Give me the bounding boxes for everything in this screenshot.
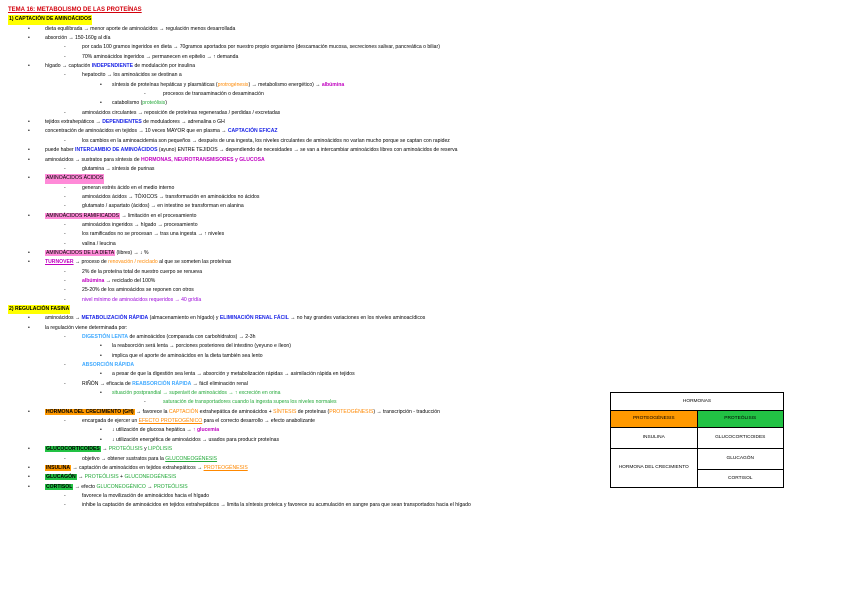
bullet-dash: - bbox=[64, 137, 66, 144]
text-part: de modulación por insulina bbox=[133, 63, 196, 70]
line-text: 70% aminoácidos ingeridos → permanecen en epitelio → ↑ demanda bbox=[82, 53, 239, 60]
highlight-metabolizacion: METABOLIZACIÓN RÁPIDA bbox=[81, 315, 149, 322]
line-text: procesos de transaminación o desaminación bbox=[163, 91, 264, 98]
bullet-dash: - bbox=[64, 418, 66, 425]
line-b11 bbox=[8, 268, 608, 277]
bullet-dot: • bbox=[28, 128, 30, 135]
text-part: puede haber bbox=[45, 147, 76, 154]
line-text: hepatocito → los aminoácidos se destinan a bbox=[82, 72, 182, 79]
section-heading-captacion: 1) CAPTACIÓN DE AMINOÁCIDOS bbox=[8, 15, 92, 24]
line-c8 bbox=[8, 380, 608, 389]
highlight-dependientes: DEPENDIENTES bbox=[102, 119, 142, 126]
line-c17 bbox=[8, 464, 608, 473]
text-part: → bbox=[76, 474, 85, 481]
line-text: los cambios en la aminoacidemia son pequeños → después de una ingesta, los niveles circulantes de aminoácidos no varían mucho porque se captan con rapidez bbox=[82, 137, 450, 144]
bullet-dash: - bbox=[64, 380, 66, 387]
line-text bbox=[45, 146, 458, 155]
line-a9 bbox=[8, 99, 608, 108]
highlight-captacion: CAPTACIÓN bbox=[168, 408, 199, 415]
line-text bbox=[45, 483, 188, 492]
line-a16 bbox=[8, 165, 608, 174]
line-text: aminoácidos ácidos → TÓXICOS → transformación en aminoácidos no ácidos bbox=[82, 193, 260, 200]
bullet-dash: - bbox=[64, 203, 66, 210]
line-text: la regulación viene determinada por: bbox=[45, 324, 128, 331]
line-a5 bbox=[8, 62, 608, 71]
text-part: ↓ utilización de glucosa hepática → bbox=[112, 427, 193, 434]
highlight-efecto-proteogenico: EFECTO PROTEOGÉNICO bbox=[138, 418, 203, 425]
bullet-dot: • bbox=[28, 25, 30, 32]
line-a11 bbox=[8, 118, 608, 127]
bullet-dash: - bbox=[64, 184, 66, 191]
text-part: → fácil eliminación renal bbox=[191, 380, 248, 387]
bullet-dash: - bbox=[64, 231, 66, 238]
document-title: TEMA 16: METABOLISMO DE LAS PROTEÍNAS bbox=[8, 7, 142, 13]
line-text bbox=[45, 62, 195, 71]
highlight-hormona-crecimiento: HORMONA DEL CRECIMIENTO (GH) bbox=[46, 408, 134, 415]
line-c11 bbox=[8, 408, 608, 417]
text-part: concentración de aminoácidos en tejidos → 10 veces MAYOR que en plasma → bbox=[45, 128, 228, 135]
line-text bbox=[45, 118, 225, 127]
line-a1 bbox=[8, 25, 608, 34]
text-part: (ayuno) ENTRE TEJIDOS → dependiendo de necesidades → se van a intercambiar aminoácidos libres con aminoácidos de reserva bbox=[157, 147, 458, 154]
line-text bbox=[82, 333, 255, 342]
line-b4 bbox=[8, 202, 608, 211]
line-a3 bbox=[8, 43, 608, 52]
text-part: → efecto bbox=[73, 483, 97, 490]
text-part: → reciclado del 100% bbox=[104, 277, 156, 284]
bullet-dot: • bbox=[28, 464, 30, 471]
heading-aminoacidos-acidos: AMINOÁCIDOS ÁCIDOS bbox=[45, 174, 104, 183]
bullet-dot: • bbox=[100, 390, 102, 397]
bullet-dot: • bbox=[100, 81, 102, 88]
section-heading-regulacion: 2) REGULACIÓN FASINA bbox=[8, 305, 70, 314]
text-part: → proceso de bbox=[73, 259, 109, 266]
line-text: los ramificados no se procesan → tras una ingesta → ↑ niveles bbox=[82, 231, 225, 238]
line-c19 bbox=[8, 483, 608, 492]
hormone-table bbox=[610, 392, 784, 488]
highlight-intercambio: INTERCAMBIO DE AMINOÁCIDOS bbox=[75, 147, 158, 154]
notes-body bbox=[8, 6, 608, 511]
line-c12 bbox=[8, 417, 608, 426]
text-part: → captación de aminoácidos en tejidos extrahepáticos → bbox=[71, 464, 204, 471]
bullet-dot: • bbox=[28, 156, 30, 163]
bullet-dash: - bbox=[64, 287, 66, 294]
bullet-dash: - bbox=[144, 91, 146, 98]
text-part: ) bbox=[165, 100, 167, 107]
text-part: de moduladores → adrenalina o GH bbox=[141, 119, 225, 126]
line-b5 bbox=[8, 212, 608, 221]
line-b14 bbox=[8, 296, 608, 305]
cell-cortisol: CORTISOL bbox=[697, 470, 784, 488]
highlight-proteogenesis: PROTEOGÉNESIS bbox=[329, 408, 374, 415]
section-heading-2-line bbox=[8, 305, 608, 314]
text-part: (libres) → ↓ % bbox=[115, 249, 149, 256]
line-a15 bbox=[8, 156, 608, 165]
text-part: de aminoácidos (comparada con carbohidratos) → 2-3h bbox=[128, 334, 256, 341]
line-text: inhibe la captación de aminoácidos en tejidos extrahepáticos → limita la síntesis proteica y favorece su acumulación en sangre para que sean transportados hacia el hígado bbox=[82, 502, 471, 509]
highlight-proteolisis: PROTEÓLISIS bbox=[108, 446, 143, 453]
bullet-dot: • bbox=[28, 483, 30, 490]
highlight-lipolisis: LIPÓLISIS bbox=[148, 446, 173, 453]
line-c15 bbox=[8, 445, 608, 454]
text-part: ) → transcripción - traducción bbox=[373, 408, 440, 415]
bullet-dot: • bbox=[28, 259, 30, 266]
line-a7 bbox=[8, 81, 608, 90]
line-text: 2% de la proteína total de nuestro cuerpo se renueva bbox=[82, 268, 203, 275]
cell-glucocorticoides: GLUCOCORTICOIDES bbox=[697, 428, 784, 449]
line-text: glutamato / aspartato (ácidos) → en intestino se transforman en alanina bbox=[82, 203, 244, 210]
highlight-protrogenesis: protrogénesis bbox=[217, 81, 249, 88]
text-part: RIÑÓN → eficacia de bbox=[82, 380, 133, 387]
highlight-proteolisis: proteólisis bbox=[142, 100, 166, 107]
text-part: objetivo → obtener sustratos para la bbox=[82, 455, 166, 462]
line-text bbox=[45, 464, 248, 473]
highlight-sintesis: SÍNTESIS bbox=[273, 408, 297, 415]
cell-hormona-crecimiento: HORMONA DEL CRECIMIENTO bbox=[611, 449, 698, 488]
line-a6 bbox=[8, 71, 608, 80]
bullet-dot: • bbox=[28, 147, 30, 154]
highlight-independiente: INDEPENDIENTE bbox=[91, 63, 134, 70]
highlight-gluconeogenico: GLUCONEOGÉNICO bbox=[96, 483, 146, 490]
highlight-reabsorcion: REABSORCIÓN RÁPIDA bbox=[132, 380, 192, 387]
bullet-dot: • bbox=[28, 63, 30, 70]
text-part: catabolismo ( bbox=[112, 100, 143, 107]
line-text: favorece la movilización de aminoácidos hacia el hígado bbox=[82, 492, 210, 499]
column-proteolisis: PROTEÓLISIS bbox=[697, 411, 784, 428]
bullet-dot: • bbox=[28, 474, 30, 481]
bullet-dash: - bbox=[64, 492, 66, 499]
bullet-dash: - bbox=[64, 296, 66, 303]
line-text bbox=[82, 455, 217, 464]
highlight-turnover: TURNOVER bbox=[45, 259, 74, 266]
line-c6 bbox=[8, 361, 608, 370]
bullet-dash: - bbox=[64, 268, 66, 275]
text-part: ) → metabolismo energético) → bbox=[248, 81, 322, 88]
highlight-captacion-eficaz: CAPTACIÓN EFICAZ bbox=[227, 128, 278, 135]
line-b9 bbox=[8, 249, 608, 258]
bullet-dash: - bbox=[64, 221, 66, 228]
line-c4 bbox=[8, 342, 608, 351]
text-part: → limitación en el procesamiento bbox=[120, 212, 197, 219]
line-c20 bbox=[8, 492, 608, 501]
line-text bbox=[82, 417, 315, 426]
text-part: encargada de ejercer un bbox=[82, 418, 139, 425]
line-b3 bbox=[8, 193, 608, 202]
line-a8 bbox=[8, 90, 608, 99]
bullet-dash: - bbox=[64, 109, 66, 116]
line-text bbox=[45, 258, 231, 267]
line-c18 bbox=[8, 473, 608, 482]
line-c10 bbox=[8, 398, 608, 407]
bullet-dot: • bbox=[28, 119, 30, 126]
bullet-dash: - bbox=[64, 53, 66, 60]
cell-insulina: INSULINA bbox=[611, 428, 698, 449]
highlight-eliminacion: ELIMINACIÓN RENAL FÁCIL bbox=[219, 315, 289, 322]
highlight-absorcion-rapida: ABSORCIÓN RÁPIDA bbox=[82, 362, 135, 369]
highlight-hormonas: HORMONAS, NEUROTRANSMISORES y GLUCOSA bbox=[140, 156, 265, 163]
line-text bbox=[45, 212, 196, 221]
line-text bbox=[112, 81, 344, 90]
text-part: aminoácidos → bbox=[45, 315, 82, 322]
line-a2 bbox=[8, 34, 608, 43]
line-c1 bbox=[8, 314, 608, 323]
hormone-table-header: HORMONAS bbox=[611, 393, 784, 411]
bullet-dot: • bbox=[100, 436, 102, 443]
highlight-cortisol: CORTISOL bbox=[46, 483, 73, 490]
line-text bbox=[45, 408, 440, 417]
text-part: → bbox=[145, 483, 154, 490]
line-c13 bbox=[8, 426, 608, 435]
text-part: para el correcto desarrollo → efecto anabolizante bbox=[202, 418, 315, 425]
bullet-dot: • bbox=[100, 371, 102, 378]
text-part: de proteínas ( bbox=[296, 408, 330, 415]
bullet-dash: - bbox=[64, 277, 66, 284]
bullet-dot: • bbox=[28, 175, 30, 182]
line-text bbox=[82, 277, 155, 286]
line-text: situación postprandial → superávit de aminoácidos → ↑ excreción en orina bbox=[112, 390, 281, 397]
line-text bbox=[45, 127, 278, 136]
line-c16 bbox=[8, 455, 608, 464]
line-c2 bbox=[8, 324, 608, 333]
line-text: generan estrés ácido en el medio interno bbox=[82, 184, 175, 191]
line-text: por cada 100 gramos ingeridos en dieta → 70gramos aportados por nuestro propio organismo (descamación mucosa, secreciones salivar, pancreática o biliar) bbox=[82, 44, 440, 51]
line-b13 bbox=[8, 286, 608, 295]
line-a14 bbox=[8, 146, 608, 155]
heading-aminoacidos-ramificados: AMINOÁCIDOS RAMIFICADOS bbox=[46, 212, 120, 219]
bullet-dash: - bbox=[64, 362, 66, 369]
bullet-dash: - bbox=[64, 240, 66, 247]
section-heading-1-line bbox=[8, 15, 608, 24]
line-b2 bbox=[8, 184, 608, 193]
highlight-renovacion: renovación / reciclado bbox=[108, 259, 158, 266]
highlight-glucagon: GLUCAGÓN bbox=[46, 474, 76, 481]
highlight-glucocorticoides: GLUCOCORTICOIDES bbox=[46, 446, 100, 453]
line-text: saturación de transportadores cuando la ingesta supera los niveles normales bbox=[163, 399, 337, 406]
heading-aminoacidos-dieta: AMINOÁCIDOS DE LA DIETA bbox=[46, 249, 115, 256]
text-part: → favorece la bbox=[134, 408, 169, 415]
bullet-dash: - bbox=[64, 193, 66, 200]
line-b6 bbox=[8, 221, 608, 230]
line-a10 bbox=[8, 109, 608, 118]
line-text: nivel mínimo de aminoácidos requeridos → 40 gr/día bbox=[82, 296, 202, 303]
line-b8 bbox=[8, 240, 608, 249]
bullet-dot: • bbox=[28, 35, 30, 42]
line-text bbox=[45, 156, 265, 165]
cell-glucagon: GLUCAGÓN bbox=[697, 449, 784, 470]
highlight-digestion-lenta: DIGESTIÓN LENTA bbox=[82, 334, 129, 341]
column-proteogenesis: PROTEOGÉNESIS bbox=[611, 411, 698, 428]
bullet-dash: - bbox=[64, 334, 66, 341]
line-a13 bbox=[8, 137, 608, 146]
line-text: absorción → 150-160g al día bbox=[45, 35, 111, 42]
bullet-dash: - bbox=[64, 455, 66, 462]
line-text bbox=[45, 473, 176, 482]
line-c7 bbox=[8, 370, 608, 379]
bullet-dot: • bbox=[100, 100, 102, 107]
bullet-dash: - bbox=[64, 165, 66, 172]
text-part: síntesis de proteínas hepáticas y plasmáticas ( bbox=[112, 81, 218, 88]
bullet-dot: • bbox=[28, 249, 30, 256]
line-b12 bbox=[8, 277, 608, 286]
line-text bbox=[112, 426, 219, 435]
text-part: + bbox=[118, 474, 125, 481]
bullet-dot: • bbox=[28, 324, 30, 331]
bullet-dot: • bbox=[100, 343, 102, 350]
line-c14 bbox=[8, 436, 608, 445]
line-text: valina / leucina bbox=[82, 240, 116, 247]
line-text: la reabsorción será lenta → porciones posteriores del intestino (yeyuno e íleon) bbox=[112, 343, 291, 350]
line-c3 bbox=[8, 333, 608, 342]
text-part: hígado → captación bbox=[45, 63, 92, 70]
text-part: y bbox=[142, 446, 149, 453]
bullet-dash: - bbox=[64, 44, 66, 51]
line-text bbox=[45, 249, 149, 258]
line-text bbox=[45, 445, 172, 454]
highlight-albumina: albúmina bbox=[82, 277, 105, 284]
bullet-dash: - bbox=[64, 72, 66, 79]
line-text bbox=[82, 380, 248, 389]
line-text bbox=[45, 314, 425, 323]
text-part: (almacenamiento en hígado) y bbox=[148, 315, 220, 322]
bullet-dot: • bbox=[100, 427, 102, 434]
highlight-proteolisis: PROTEÓLISIS bbox=[84, 474, 119, 481]
line-b7 bbox=[8, 230, 608, 239]
highlight-gluconeogenesis: GLUCONEOGÉNESIS bbox=[124, 474, 177, 481]
line-a4 bbox=[8, 53, 608, 62]
bullet-dash: - bbox=[144, 399, 146, 406]
line-text: implica que el aporte de aminoácidos en la dieta también sea lento bbox=[112, 352, 263, 359]
text-part: aminoácidos → sustratos para síntesis de bbox=[45, 156, 141, 163]
line-text bbox=[112, 99, 167, 108]
line-text: dieta equilibrada → menor aporte de aminoácidos → regulación menos desarrollada bbox=[45, 25, 236, 32]
text-part: tejidos extrahepáticos → bbox=[45, 119, 103, 126]
line-c21 bbox=[8, 501, 608, 510]
document-title-line bbox=[8, 6, 608, 15]
text-part: → no hay grandes variaciones en los niveles aminoacídicos bbox=[288, 315, 426, 322]
line-b1 bbox=[8, 174, 608, 183]
line-text: 25-20% de los aminoácidos se reponen con otros bbox=[82, 287, 194, 294]
line-a12 bbox=[8, 127, 608, 136]
line-c5 bbox=[8, 352, 608, 361]
bullet-dash: - bbox=[64, 502, 66, 509]
text-part: extrahepática de aminoácidos + bbox=[198, 408, 274, 415]
highlight-insulina: INSULINA bbox=[46, 464, 71, 471]
line-text: a pesar de que la digestión sea lenta → absorción y metabolización rápidas → asimilación rápida en tejidos bbox=[112, 371, 355, 378]
bullet-dot: • bbox=[28, 315, 30, 322]
line-text: glutamina → síntesis de purinas bbox=[82, 165, 155, 172]
line-c9 bbox=[8, 389, 608, 398]
highlight-gluconeogenesis: GLUCONEOGÉNESIS bbox=[165, 455, 218, 462]
line-text: aminoácidos ingeridos → hígado → procesamiento bbox=[82, 221, 198, 228]
highlight-albumina: albúmina bbox=[321, 81, 345, 88]
highlight-proteolisis: PROTEÓLISIS bbox=[153, 483, 188, 490]
highlight-proteogenesis: PROTEOGÉNESIS bbox=[203, 464, 248, 471]
text-part: al que se someten las proteínas bbox=[157, 259, 232, 266]
bullet-dot: • bbox=[100, 352, 102, 359]
text-part: → bbox=[100, 446, 109, 453]
line-text: ↓ utilización energética de aminoácidos → usados para producir proteínas bbox=[112, 436, 280, 443]
line-b10 bbox=[8, 258, 608, 267]
bullet-dot: • bbox=[28, 212, 30, 219]
bullet-dot: • bbox=[28, 446, 30, 453]
bullet-dot: • bbox=[28, 408, 30, 415]
line-text: aminoácidos circulantes → reposición de proteínas regeneradas / perdidas / excretadas bbox=[82, 109, 281, 116]
highlight-glucemia: ↑ glucemia bbox=[192, 427, 220, 434]
